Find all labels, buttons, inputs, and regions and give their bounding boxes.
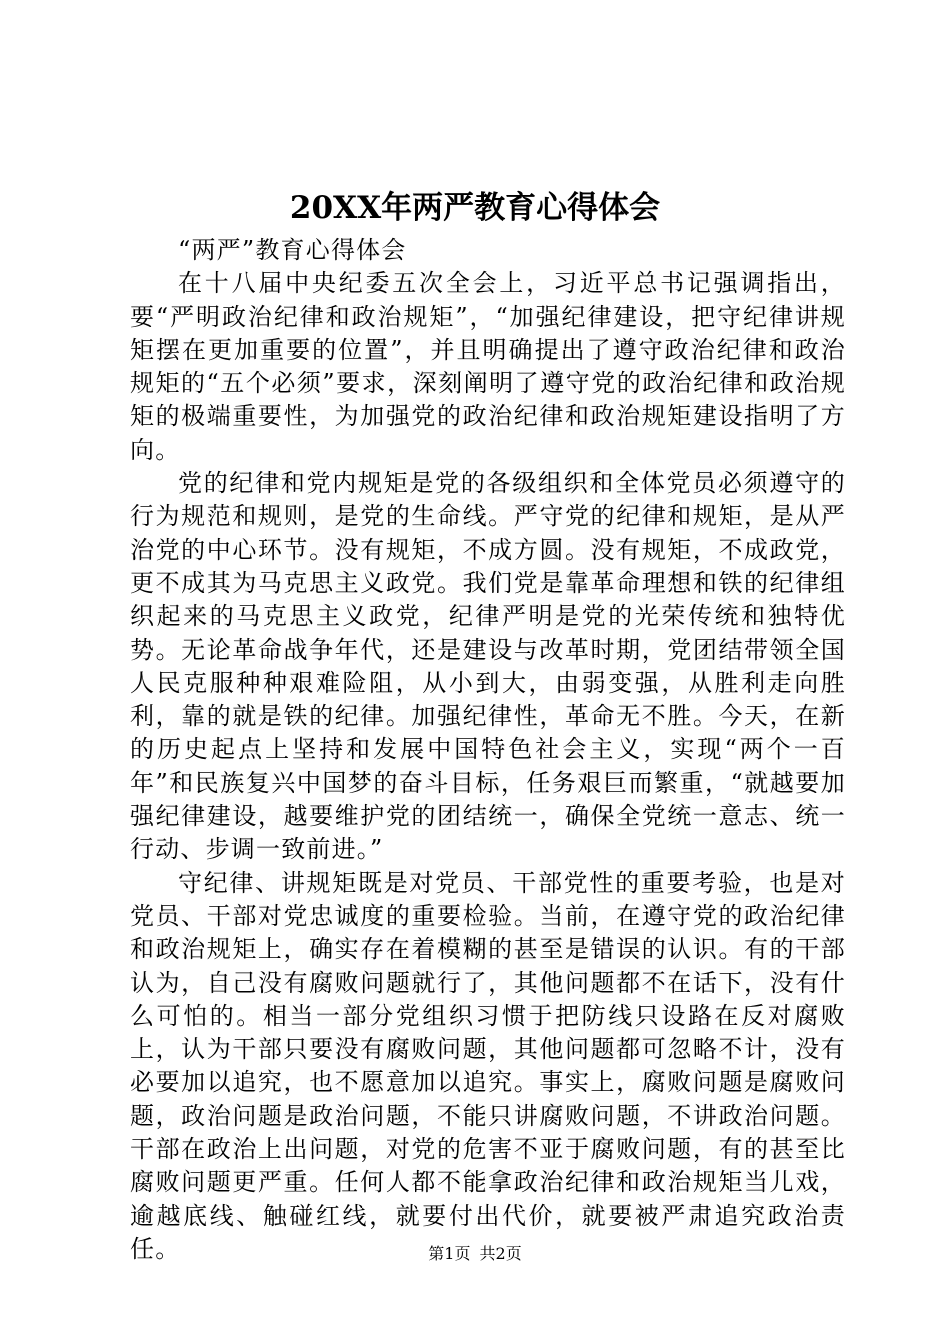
- body-paragraph: 在十八届中央纪委五次全会上，习近平总书记强调指出，要“严明政治纪律和政治规矩”，“加强纪律建设，把守纪律讲规矩摆在更加重要的位置”，并且明确提出了遵守政治纪律和政治规矩的“五个必须”要求，深刻阐明了遵守党的政治纪律和政治规矩的极端重要性，为加强党的政治纪律和政治规矩建设指明了方向。: [130, 269, 846, 464]
- page-footer: [0, 1244, 950, 1264]
- subtitle-paragraph: “两严”教育心得体会: [178, 236, 407, 264]
- page-total: 共2页: [479, 1244, 522, 1263]
- body-paragraph: 守纪律、讲规矩既是对党员、干部党性的重要考验，也是对党员、干部对党忠诚度的重要检验。当前，在遵守党的政治纪律和政治规矩上，确实存在着模糊的甚至是错误的认识。有的干部认为，自己没有腐败问题就行了，其他问题都不在话下，没有什么可怕的。相当一部分党组织习惯于把防线只设路在反对腐败上，认为干部只要没有腐败问题，其他问题都可忽略不计，没有必要加以追究，也不愿意加以追究。事实上，腐败问题是腐败问题，政治问题是政治问题，不能只讲腐败问题，不讲政治问题。干部在政治上出问题，对党的危害不亚于腐败问题，有的甚至比腐败问题更严重。任何人都不能拿政治纪律和政治规矩当儿戏，逾越底线、触碰红线，就要付出代价，就要被严肃追究政治责任。: [130, 868, 846, 1263]
- document-body: [130, 234, 846, 1266]
- body-paragraph: 党的纪律和党内规矩是党的各级组织和全体党员必须遵守的行为规范和规则，是党的生命线。严守党的纪律和规矩，是从严治党的中心环节。没有规矩，不成方圆。没有规矩，不成政党，更不成其为马克思主义政党。我们党是靠革命理想和铁的纪律组织起来的马克思主义政党，纪律严明是党的光荣传统和独特优势。无论革命战争年代，还是建设与改革时期，党团结带领全国人民克服种种艰难险阻，从小到大，由弱变强，从胜利走向胜利，靠的就是铁的纪律。加强纪律性，革命无不胜。今天，在新的历史起点上坚持和发展中国特色社会主义，实现“两个一百年”和民族复兴中国梦的奋斗目标，任务艰巨而繁重，“就越要加强纪律建设，越要维护党的团结统一，确保全党统一意志、统一行动、步调一致前进。”: [130, 469, 846, 864]
- page-number: 第1页: [428, 1244, 471, 1263]
- document-title: 20XX年两严教育心得体会: [289, 190, 661, 226]
